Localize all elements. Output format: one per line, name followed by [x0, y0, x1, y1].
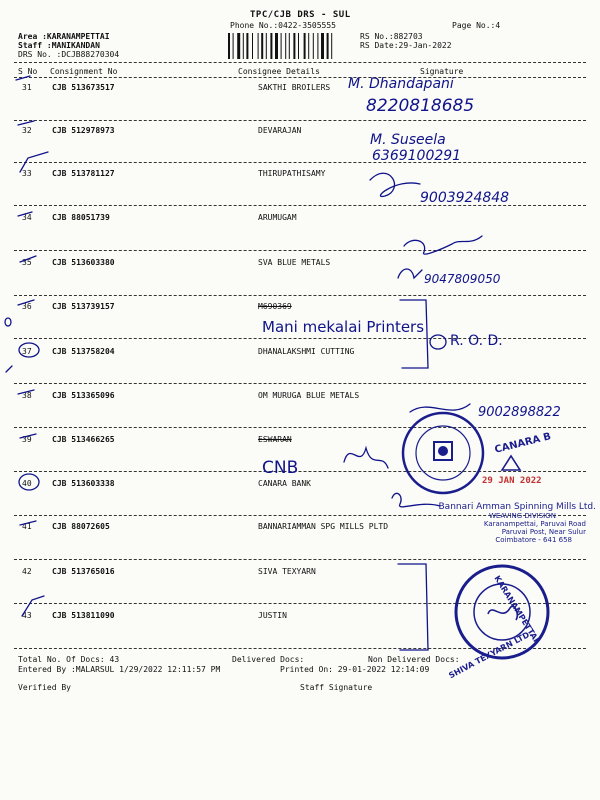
barcode-bar: [246, 33, 248, 59]
row-sno: 42: [22, 567, 32, 576]
barcode-bar: [281, 33, 282, 59]
handwritten-row40-text: CNB: [262, 458, 299, 478]
row-sno: 32: [22, 126, 32, 135]
handwritten-row36-text: Mani mekalai Printers: [262, 318, 425, 336]
bannari-stamp-line: Bannari Amman Spinning Mills Ltd.: [438, 502, 596, 512]
barcode-bar: [308, 33, 309, 59]
row-divider: [14, 295, 586, 296]
row-consignment: CJB 513811090: [52, 611, 115, 620]
phone-number: Phone No.:0422-3505555: [230, 21, 336, 30]
delivered-docs: Delivered Docs:: [232, 655, 305, 664]
row-consignee: ARUMUGAM: [258, 213, 297, 222]
header-divider: [14, 62, 586, 63]
staff-signature: Staff Signature: [300, 683, 373, 692]
rs-number: RS No.:882703: [360, 32, 423, 41]
canara-stamp-date: 29 JAN 2022: [482, 476, 542, 486]
verified-by: Verified By: [18, 683, 71, 692]
siva-stamp-name: SHIVA TEXYARN LTD.: [447, 628, 534, 681]
row-consignee: ESWARAN: [258, 435, 292, 444]
row-divider: [14, 559, 586, 560]
canara-stamp-name: CANARA B: [493, 431, 553, 456]
table-row: [0, 347, 600, 388]
row-divider: [14, 162, 586, 163]
barcode-bar: [331, 33, 332, 59]
page-number: Page No.:4: [452, 21, 501, 30]
row-sno: 40: [22, 479, 32, 488]
printed-on: Printed On: 29-01-2022 12:14:09: [280, 665, 430, 674]
row-consignee: M690369: [258, 302, 292, 311]
row-consignee: THIRUPATHISAMY: [258, 169, 326, 178]
canara-stamp-triangle-icon: [500, 454, 522, 472]
col-consignment: Consignment No: [50, 67, 118, 76]
row-consignment: CJB 513739157: [52, 302, 115, 311]
barcode-bar: [228, 33, 230, 59]
canara-bank-stamp: [400, 410, 486, 496]
barcode-bar: [237, 33, 240, 59]
row-consignee: CANARA BANK: [258, 479, 311, 488]
row-consignee: SIVA TEXYARN: [258, 567, 316, 576]
signature-row33-phone: 9003924848: [420, 190, 510, 206]
bannari-amman-stamp: [420, 502, 596, 544]
row-consignment: CJB 513758204: [52, 347, 115, 356]
row-divider: [14, 427, 586, 428]
table-row: [0, 169, 600, 210]
barcode-bar: [321, 33, 324, 59]
row-sno: 34: [22, 213, 32, 222]
row-consignee: DEVARAJAN: [258, 126, 302, 135]
barcode-bar: [243, 33, 244, 59]
non-delivered-docs: Non Delivered Docs:: [368, 655, 460, 664]
row-consignment: CJB 513673517: [52, 83, 115, 92]
row-sno: 33: [22, 169, 32, 178]
table-row: [0, 126, 600, 167]
bannari-stamp-line: WEAVING DIVISION: [489, 512, 556, 520]
row-consignment: CJB 513765016: [52, 567, 115, 576]
row-sno: 39: [22, 435, 32, 444]
barcode-bar: [266, 33, 267, 59]
row-consignment: CJB 88051739: [52, 213, 110, 222]
rs-date: RS Date:29-Jan-2022: [360, 41, 452, 50]
col-sno: S No: [18, 67, 38, 76]
table-row: [0, 258, 600, 299]
table-row: [0, 83, 600, 124]
bannari-stamp-line: Coimbatore - 641 658: [495, 536, 572, 544]
barcode-bar: [327, 33, 329, 59]
column-divider: [14, 77, 586, 78]
row-consignment: CJB 513466265: [52, 435, 115, 444]
barcode-bar: [252, 33, 253, 59]
handwritten-row37-text: R. O. D.: [450, 333, 503, 349]
row-divider: [14, 250, 586, 251]
row-consignee: DHANALAKSHMI CUTTING: [258, 347, 355, 356]
row-divider: [14, 120, 586, 121]
staff-label: Staff :MANIKANDAN: [18, 41, 100, 50]
row-sno: 31: [22, 83, 32, 92]
barcode-bar: [270, 33, 272, 59]
barcode-bar: [275, 33, 278, 59]
col-signature: Signature: [420, 67, 464, 76]
signature-row31-phone: 8220818685: [366, 96, 475, 116]
row-sno: 35: [22, 258, 32, 267]
row-divider: [14, 383, 586, 384]
row-consignee: OM MURUGA BLUE METALS: [258, 391, 360, 400]
row-sno: 36: [22, 302, 32, 311]
bannari-stamp-line: Karanampettai, Paruvai Road: [483, 520, 586, 528]
barcode-bar: [293, 33, 295, 59]
siva-stamp-place: KARANAMPETTAI: [492, 574, 541, 644]
row-consignee: SAKTHI BROILERS: [258, 83, 331, 92]
barcode-bar: [313, 33, 314, 59]
row-consignee: BANNARIAMMAN SPG MILLS PLTD: [258, 522, 389, 531]
row-consignee: JUSTIN: [258, 611, 287, 620]
col-consignee: Consignee Details: [238, 67, 320, 76]
signature-row35-phone: 9047809050: [424, 272, 501, 286]
row-consignment: CJB 513603338: [52, 479, 115, 488]
barcode-bar: [233, 33, 234, 59]
handwritten-row38-phone: 9002898822: [478, 405, 561, 420]
barcode-bar: [317, 33, 318, 59]
signature-row32-name: M. Suseela: [370, 132, 446, 148]
barcode-bar: [304, 33, 306, 59]
row-sno: 37: [22, 347, 32, 356]
barcode-bar: [298, 33, 299, 59]
total-docs: Total No. Of Docs: 43: [18, 655, 120, 664]
bannari-stamp-line: Paruvai Post, Near Sulur: [501, 528, 586, 536]
area-label: Area :KARANAMPETTAI: [18, 32, 110, 41]
row-sno: 43: [22, 611, 32, 620]
row-sno: 38: [22, 391, 32, 400]
row-consignment: CJB 513603380: [52, 258, 115, 267]
report-title: TPC/CJB DRS - SUL: [250, 10, 351, 20]
drs-number: DRS No. :DCJB88270304: [18, 50, 120, 59]
row-consignment: CJB 512978973: [52, 126, 115, 135]
row-consignment: CJB 513781127: [52, 169, 115, 178]
table-row: [0, 213, 600, 254]
row-consignee: SVA BLUE METALS: [258, 258, 331, 267]
row-consignment: CJB 88072605: [52, 522, 110, 531]
barcode: [228, 33, 356, 59]
signature-row32-phone: 6369100291: [372, 148, 462, 164]
barcode-bar: [261, 33, 263, 59]
barcode-bar: [289, 33, 290, 59]
barcode-bar: [285, 33, 286, 59]
row-consignment: CJB 513365096: [52, 391, 115, 400]
row-sno: 41: [22, 522, 32, 531]
barcode-bar: [258, 33, 259, 59]
entered-by: Entered By :MALARSUL 1/29/2022 12:11:57 PM: [18, 665, 221, 674]
signature-row31-name: M. Dhandapani: [348, 76, 454, 92]
